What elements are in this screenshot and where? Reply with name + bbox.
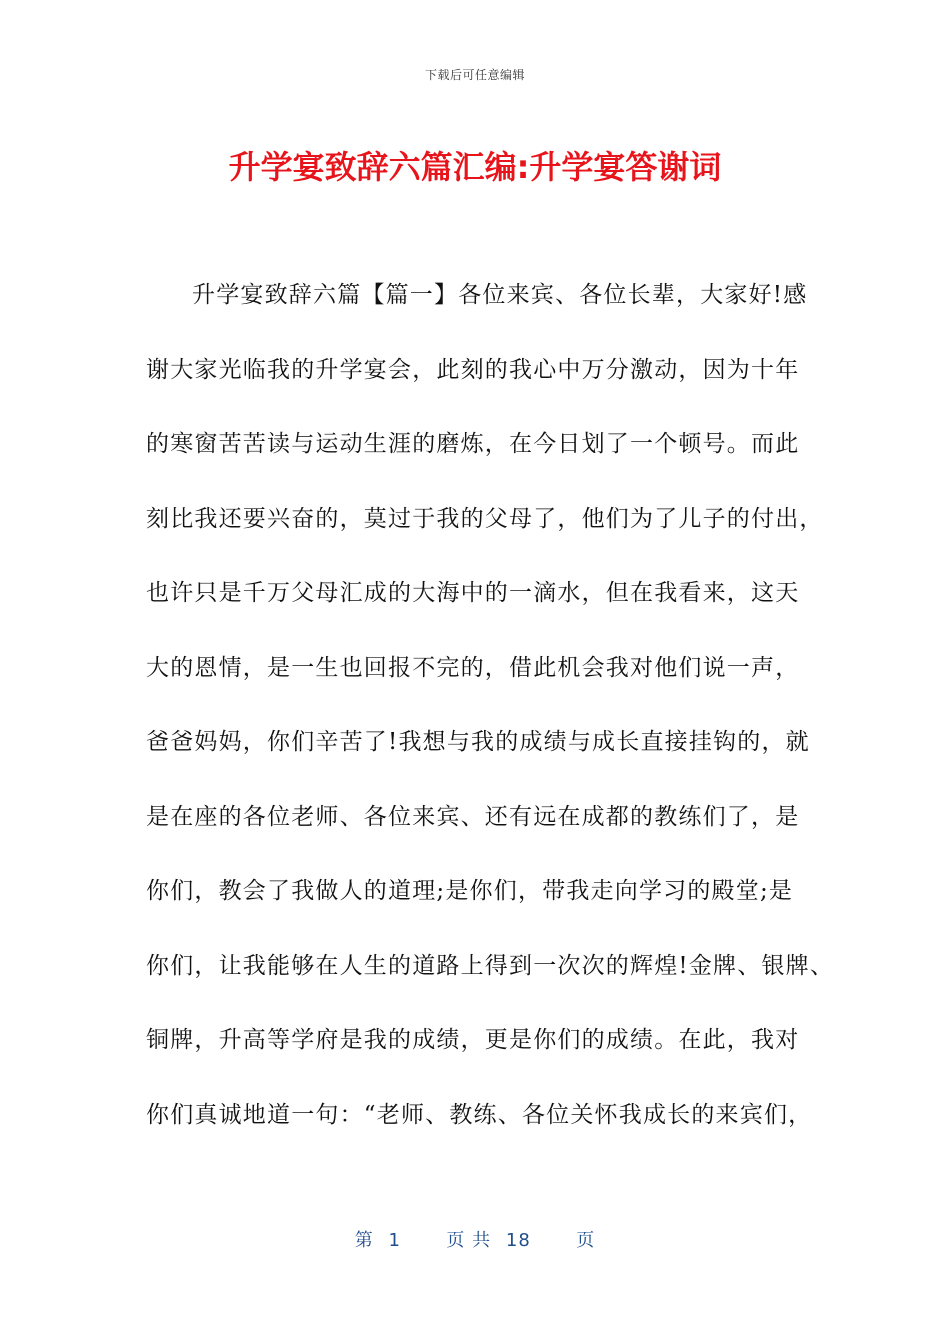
body-line-12: 你们真诚地道一句：“老师、教练、各位关怀我成长的来宾们， bbox=[146, 1101, 813, 1128]
body-line-9: 你们，教会了我做人的道理;是你们，带我走向学习的殿堂;是 bbox=[146, 878, 794, 904]
body-line-7: 爸爸妈妈，你们辛苦了!我想与我的成绩与成长直接挂钩的，就 bbox=[146, 729, 810, 755]
body-line-5: 也许只是千万父母汇成的大海中的一滴水，但在我看来，这天 bbox=[146, 580, 800, 606]
body-line-1: 升学宴致辞六篇【篇一】各位来宾、各位长辈，大家好!感 bbox=[192, 282, 808, 308]
total-pages-number: 18 bbox=[505, 1230, 531, 1251]
body-line-3: 的寒窗苦苦读与运动生涯的磨炼，在今日划了一个顿号。而此 bbox=[146, 431, 800, 457]
document-body bbox=[146, 272, 835, 1166]
current-page-number: 1 bbox=[388, 1230, 401, 1251]
document-title: 升学宴致辞六篇汇编:升学宴答谢词 bbox=[228, 148, 722, 186]
page-footer bbox=[0, 1226, 950, 1252]
body-line-11: 铜牌，升高等学府是我的成绩，更是你们的成绩。在此，我对 bbox=[146, 1027, 800, 1053]
body-line-6: 大的恩情，是一生也回报不完的，借此机会我对他们说一声， bbox=[146, 654, 800, 681]
page-prefix: 第 bbox=[354, 1230, 374, 1251]
body-line-10: 你们，让我能够在人生的道路上得到一次次的辉煌!金牌、银牌、 bbox=[146, 952, 835, 979]
page-header-note: 下载后可任意编辑 bbox=[424, 68, 525, 82]
body-line-8: 是在座的各位老师、各位来宾、还有远在成都的教练们了，是 bbox=[146, 803, 800, 830]
page-suffix: 页 bbox=[576, 1230, 596, 1251]
body-line-2: 谢大家光临我的升学宴会，此刻的我心中万分激动，因为十年 bbox=[146, 356, 800, 383]
page-middle-text: 页 共 bbox=[446, 1230, 492, 1251]
body-line-4: 刻比我还要兴奋的，莫过于我的父母了，他们为了儿子的付出， bbox=[146, 505, 824, 532]
